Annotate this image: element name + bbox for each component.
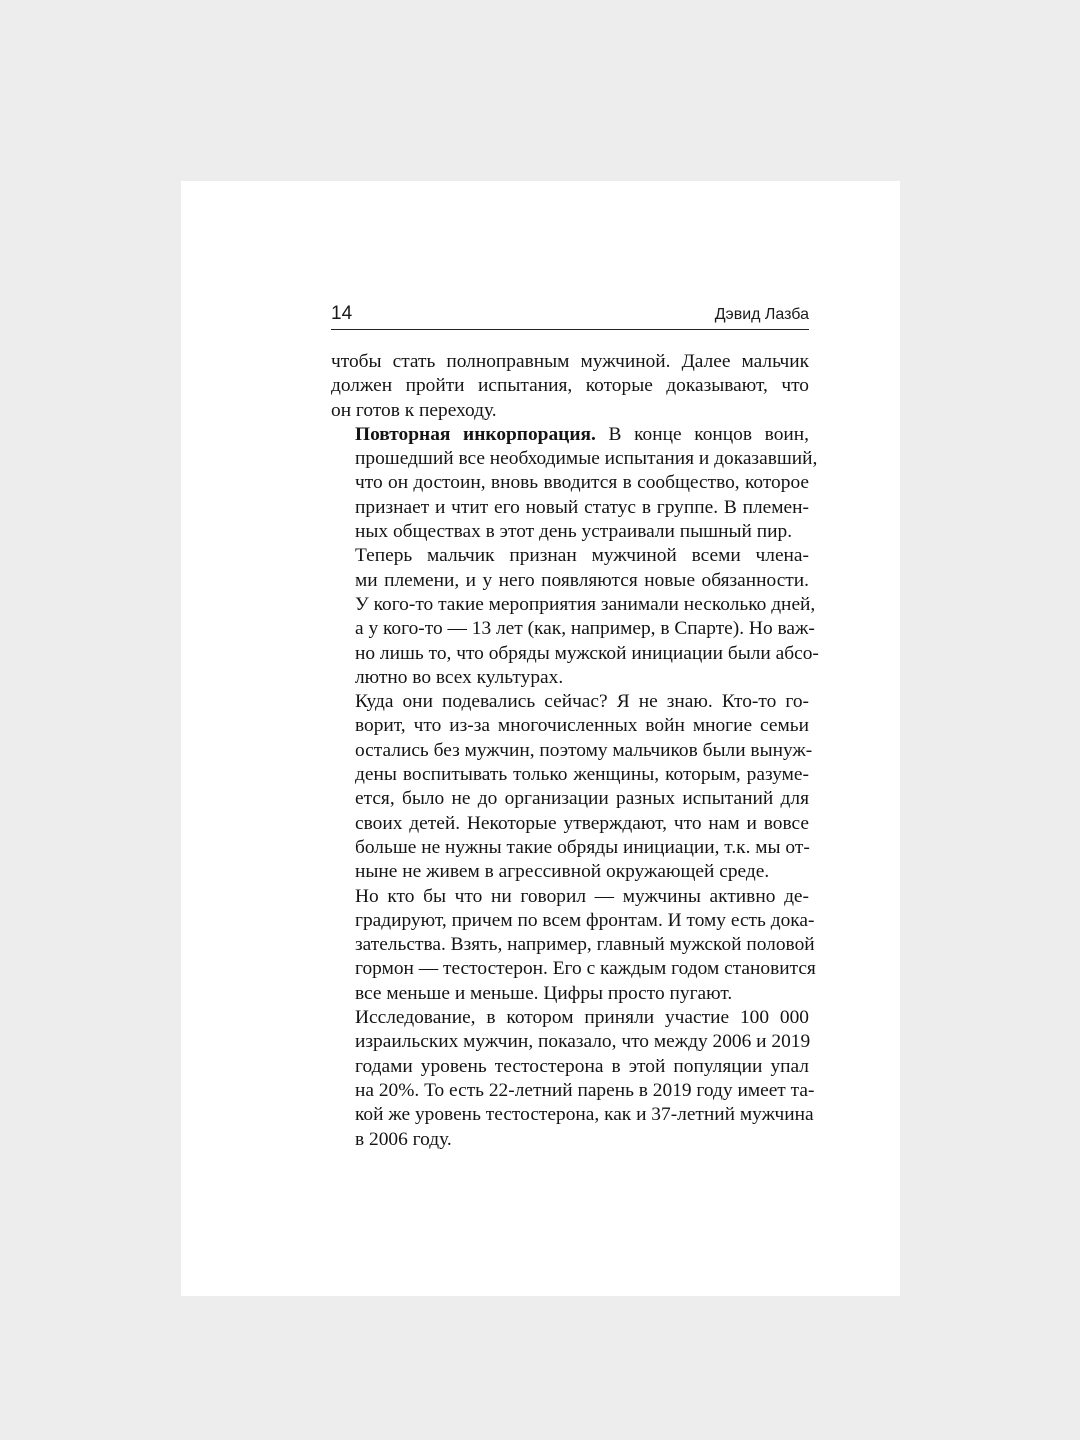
text-line: ных обществах в этот день устраивали пышный пир. <box>355 521 793 543</box>
running-head-author: Дэвид Лазба <box>714 306 809 323</box>
text-line: но лишь то, что обряды мужской инициации были абсо- <box>355 642 819 664</box>
text-line: израильских мужчин, показало, что между 2006 и 2019 <box>355 1031 811 1053</box>
paragraph <box>331 885 816 1006</box>
text-line: Теперь мальчик признан мужчиной всеми члена- <box>355 545 809 567</box>
text-line: своих детей. Некоторые утверждают, что нам и вовсе <box>355 812 809 834</box>
text-line: чтобы стать полноправным мужчиной. Далее мальчик <box>331 351 809 372</box>
text-line: годами уровень тестостерона в этой популяции упал <box>355 1055 809 1077</box>
body-text <box>331 350 819 1152</box>
text-line: больше не нужны такие обряды инициации, т.к. мы от- <box>355 836 810 858</box>
text-line <box>331 423 809 447</box>
section-term: Повторная инкорпорация. <box>355 423 596 445</box>
text-line: кой же уровень тестостерона, как и 37-летний мужчина <box>355 1104 814 1126</box>
text-line: ныне не живем в агрессивной окружающей среде. <box>355 861 770 883</box>
text-line: в 2006 году. <box>355 1128 452 1150</box>
text-line: остались без мужчин, поэтому мальчиков были вынуж- <box>355 739 813 761</box>
text-line: он готов к переходу. <box>331 399 497 421</box>
text-line: Куда они подевались сейчас? Я не знаю. Кто-то го- <box>355 691 809 713</box>
text-line: должен пройти испытания, которые доказывают, что <box>331 375 809 397</box>
paragraph <box>331 544 819 690</box>
text-line: градируют, причем по всем фронтам. И тому есть дока- <box>355 909 815 931</box>
book-page <box>181 181 900 1296</box>
text-line: что он достоин, вновь вводится в сообщество, которое <box>355 472 809 494</box>
text-line: ется, было не до организации разных испытаний для <box>355 788 809 810</box>
text-line: прошедший все необходимые испытания и доказавший, <box>355 448 818 470</box>
text-line: на 20%. То есть 22-летний парень в 2019 году имеет та- <box>355 1079 815 1101</box>
text-fragment: В конце концов воин, <box>595 423 810 445</box>
text-line: Но кто бы что ни говорил — мужчины активно де- <box>355 885 809 907</box>
running-header <box>331 301 809 330</box>
paragraph <box>331 690 813 884</box>
paragraph <box>331 350 809 423</box>
text-line: а у кого-то — 13 лет (как, например, в Спарте). Но важ- <box>355 618 815 640</box>
text-line: зательства. Взять, например, главный мужской половой <box>355 934 815 956</box>
text-line: ми племени, и у него появляются новые обязанности. <box>355 569 809 591</box>
text-line: дены воспитывать только женщины, которым, разуме- <box>355 764 809 786</box>
text-line: признает и чтит его новый статус в группе. В племен- <box>355 496 809 518</box>
paragraph <box>331 423 818 544</box>
text-line: У кого-то такие мероприятия занимали несколько дней, <box>355 593 816 615</box>
text-line: лютно во всех культурах. <box>355 666 564 688</box>
paragraph <box>331 1006 815 1152</box>
text-line: Исследование, в котором приняли участие 100 000 <box>355 1007 809 1029</box>
page-number: 14 <box>331 303 353 324</box>
text-line: гормон — тестостерон. Его с каждым годом становится <box>355 958 816 980</box>
text-line: все меньше и меньше. Цифры просто пугают. <box>355 982 733 1004</box>
text-line: ворит, что из-за многочисленных войн многие семьи <box>355 715 809 737</box>
